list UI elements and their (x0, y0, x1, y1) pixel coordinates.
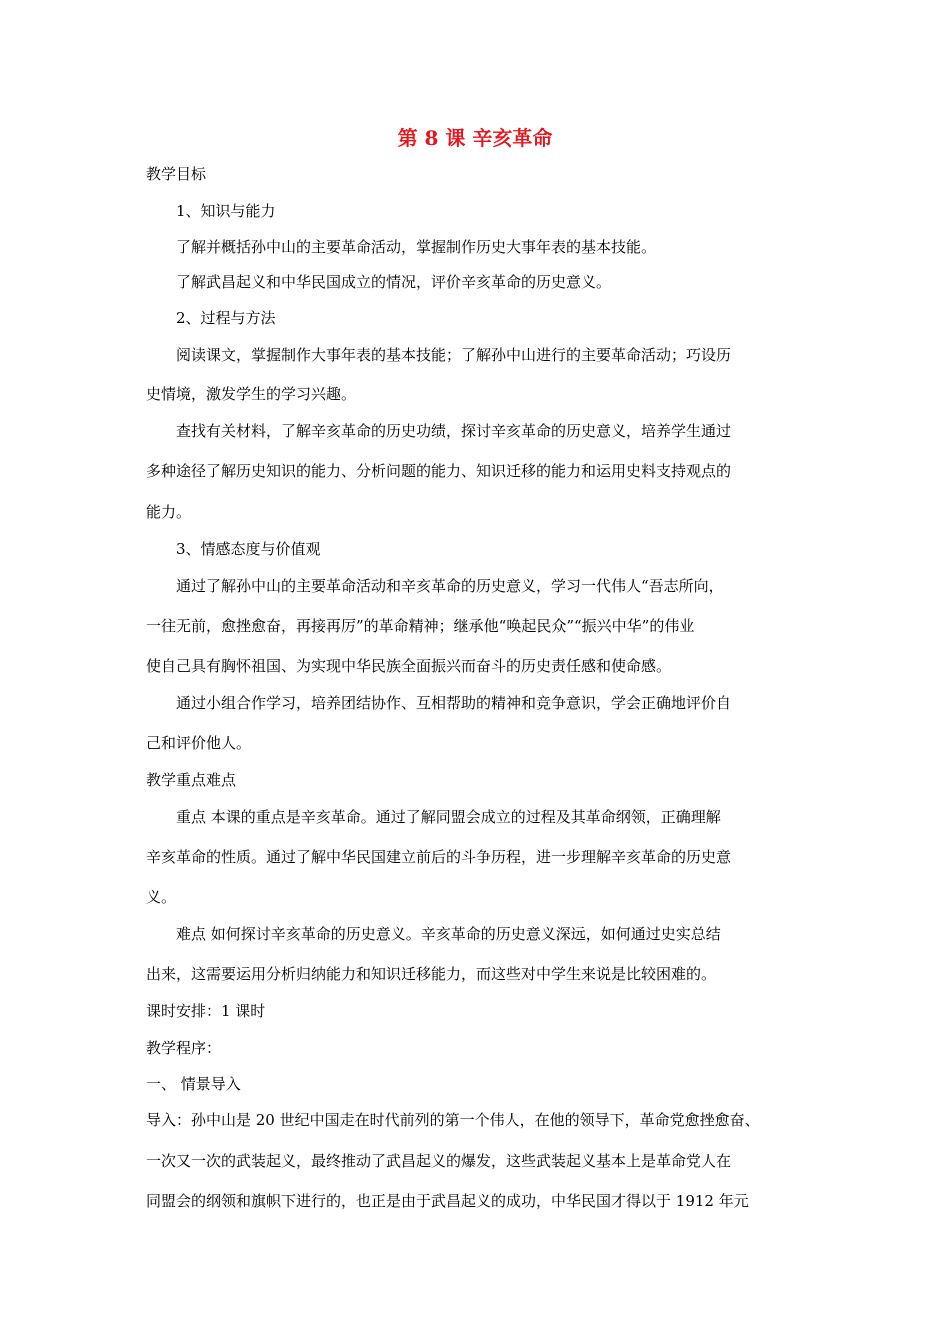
text-line: 一往无前，愈挫愈奋，再接再厉”的革命精神；继承他“唤起民众”“振兴中华”的伟业 (146, 617, 695, 635)
lesson-title: 第 8 课 辛亥革命 (397, 126, 553, 150)
text-line: 史情境，激发学生的学习兴趣。 (146, 385, 357, 403)
text-line: 通过小组合作学习，培养团结协作、互相帮助的精神和竞争意识，学会正确地评价自 (176, 694, 732, 712)
text-line: 使自己具有胸怀祖国、为实现中华民族全面振兴而奋斗的历史责任感和使命感。 (146, 657, 672, 675)
text-line: 出来，这需要运用分析归纳能力和知识迁移能力，而这些对中学生来说是比较困难的。 (146, 965, 717, 983)
text-line: 同盟会的纲领和旗帜下进行的，也正是由于武昌起义的成功，中华民国才得以于 1912 年元 (146, 1192, 749, 1210)
text-line: 了解武昌起义和中华民国成立的情况，评价辛亥革命的历史意义。 (176, 273, 612, 291)
text-line: 通过了解孙中山的主要革命活动和辛亥革命的历史意义，学习一代伟人“吾志所向， (176, 577, 724, 595)
text-line: 一次又一次的武装起义，最终推动了武昌起义的爆发，这些武装起义基本上是革命党人在 (146, 1152, 732, 1170)
text-line: 查找有关材料，了解辛亥革命的历史功绩，探讨辛亥革命的历史意义，培养学生通过 (176, 422, 732, 440)
text-line: 3、情感态度与价值观 (176, 540, 321, 558)
text-line: 多种途径了解历史知识的能力、分析问题的能力、知识迁移的能力和运用史料支持观点的 (146, 462, 732, 480)
text-line: 导入：孙中山是 20 世纪中国走在时代前列的第一个伟人，在他的领导下，革命党愈挫愈奋、 (146, 1111, 760, 1129)
text-line: 重点 本课的重点是辛亥革命。通过了解同盟会成立的过程及其革命纲领，正确理解 (176, 808, 721, 826)
text-line: 难点 如何探讨辛亥革命的历史意义。辛亥革命的历史意义深远，如何通过史实总结 (176, 925, 721, 943)
text-line: 教学目标 (146, 165, 207, 183)
text-line: 了解并概括孙中山的主要革命活动，掌握制作历史大事年表的基本技能。 (176, 238, 657, 256)
text-line: 义。 (146, 888, 177, 906)
text-line: 阅读课文，掌握制作大事年表的基本技能；了解孙中山进行的主要革命活动；巧设历 (176, 346, 732, 364)
text-line: 2、过程与方法 (176, 309, 276, 327)
text-line: 辛亥革命的性质。通过了解中华民国建立前后的斗争历程，进一步理解辛亥革命的历史意 (146, 848, 732, 866)
text-line: 教学重点难点 (146, 771, 237, 789)
text-line: 1、知识与能力 (176, 202, 276, 220)
text-line: 一、 情景导入 (146, 1075, 241, 1093)
text-line: 课时安排：1 课时 (146, 1002, 266, 1020)
text-line: 能力。 (146, 503, 192, 521)
text-line: 己和评价他人。 (146, 734, 252, 752)
text-line: 教学程序： (146, 1039, 222, 1057)
